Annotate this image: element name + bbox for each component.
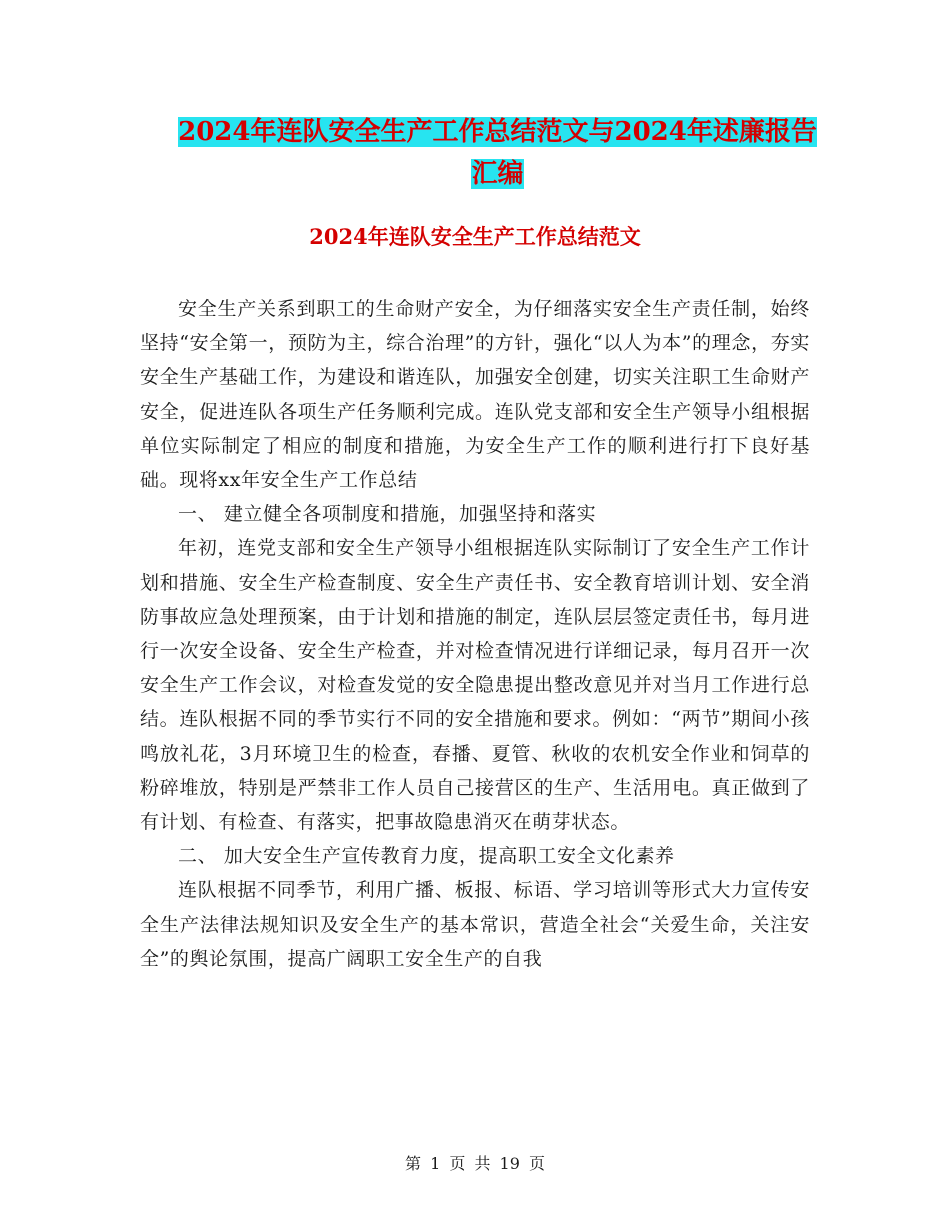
body-paragraph: 连队根据不同季节，利用广播、板报、标语、学习培训等形式大力宣传安全生产法律法规知识及安全生产的基本常识，营造全社会“关爱生命，关注安全”的舆论氛围，提高广阔职工安全生产的自我 <box>140 879 810 970</box>
section-title: 2024年连队安全生产工作总结范文 <box>309 224 641 249</box>
document-title-line-1 <box>140 110 855 154</box>
body-paragraph: 安全生产关系到职工的生命财产安全，为仔细落实安全生产责任制，始终坚持“安全第一，预防为主，综合治理”的方针，强化“以人为本”的理念，夯实安全生产基础工作，为建设和谐连队，加强安全创建，切实关注职工生命财产安全，促进连队各项生产任务顺利完成。连队党支部和安全生产领导小组根据单位实际制定了相应的制度和措施，为安全生产工作的顺利进行打下良好基础。现将xx年安全生产工作总结 <box>140 298 810 492</box>
page-number-footer: 第 1 页 共 19 页 <box>405 1154 545 1173</box>
title-highlight: 汇编 <box>471 159 524 189</box>
document-body <box>140 292 810 976</box>
title-highlight: 2024年连队安全生产工作总结范文与2024年述廉报告 <box>178 117 817 147</box>
document-title-line-2 <box>140 152 855 196</box>
section-heading-2: 二、 加大安全生产宣传教育力度，提高职工安全文化素养 <box>178 845 675 868</box>
body-paragraph: 年初，连党支部和安全生产领导小组根据连队实际制订了安全生产工作计划和措施、安全生产检查制度、安全生产责任书、安全教育培训计划、安全消防事故应急处理预案，由于计划和措施的制定，连队层层签定责任书，每月进行一次安全设备、安全生产检查，并对检查情况进行详细记录，每月召开一次安全生产工作会议，对检查发觉的安全隐患提出整改意见并对当月工作进行总结。连队根据不同的季节实行不同的安全措施和要求。例如：“两节”期间小孩鸣放礼花，3月环境卫生的检查，春播、夏管、秋收的农机安全作业和饲草的粉碎堆放，特别是严禁非工作人员自己接营区的生产、生活用电。真正做到了有计划、有检查、有落实，把事故隐患消灭在萌芽状态。 <box>140 537 810 834</box>
section-heading-1: 一、 建立健全各项制度和措施，加强坚持和落实 <box>178 503 597 526</box>
